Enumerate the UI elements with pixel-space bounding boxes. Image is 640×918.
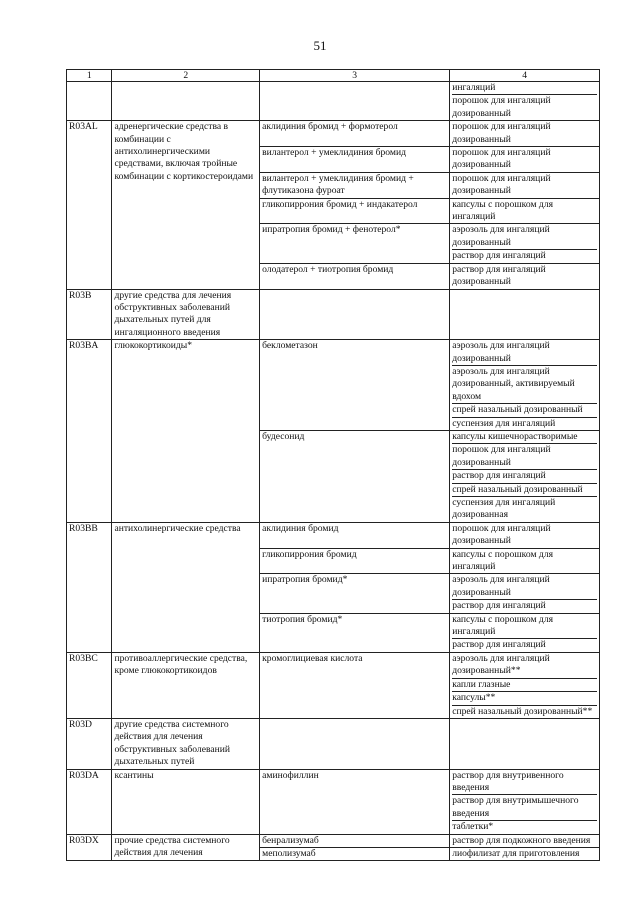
atc-description: прочие средства системного действия для лечения bbox=[112, 834, 260, 861]
table-row bbox=[67, 340, 600, 431]
dosage-forms bbox=[450, 289, 600, 340]
dosage-form: порошок для ингаляций дозированный bbox=[452, 121, 551, 145]
code-cell bbox=[67, 82, 112, 121]
dosage-form: аэрозоль для ингаляций дозированный bbox=[452, 340, 597, 366]
atc-description: противоаллергические средства, кроме глюкокортикоидов bbox=[112, 652, 260, 718]
dosage-forms bbox=[450, 847, 600, 860]
dosage-form: аэрозоль для ингаляций дозированный** bbox=[452, 653, 597, 679]
dosage-forms bbox=[450, 769, 600, 834]
medication-table bbox=[66, 69, 600, 861]
dosage-form: раствор для внутримышечного введения bbox=[452, 795, 597, 821]
dosage-form: спрей назальный дозированный bbox=[452, 404, 597, 417]
dosage-forms bbox=[450, 224, 600, 263]
column-header: 1 bbox=[67, 70, 112, 82]
atc-description: другие средства системного действия для лечения обструктивных заболеваний дыхательных путей bbox=[112, 718, 260, 769]
dosage-form: лиофилизат для приготовления bbox=[452, 847, 580, 859]
dosage-form: спрей назальный дозированный** bbox=[452, 705, 593, 717]
table-row bbox=[67, 769, 600, 834]
dosage-form: таблетки* bbox=[452, 821, 494, 833]
drug-name bbox=[260, 718, 450, 769]
drug-name bbox=[260, 289, 450, 340]
dosage-form: порошок для ингаляций дозированный bbox=[452, 444, 597, 470]
atc-code: R03BA bbox=[67, 340, 112, 523]
dosage-form: раствор для внутривенного введения bbox=[452, 770, 597, 796]
dosage-form: аэрозоль для ингаляций дозированный bbox=[452, 574, 597, 600]
dosage-forms bbox=[450, 340, 600, 431]
page-number: 51 bbox=[313, 38, 327, 53]
atc-code: R03AL bbox=[67, 121, 112, 289]
drug-name: ипратропия бромид + фенотерол* bbox=[260, 224, 450, 263]
table-row bbox=[67, 834, 600, 847]
dosage-form: раствор для ингаляций дозированный bbox=[452, 263, 546, 288]
dosage-forms bbox=[450, 718, 600, 769]
column-header: 2 bbox=[112, 70, 260, 82]
table-row bbox=[67, 82, 600, 121]
dosage-forms bbox=[450, 172, 600, 198]
dosage-form: порошок для ингаляций дозированный bbox=[452, 95, 551, 119]
drug-name: аклидиния бромид + формотерол bbox=[260, 121, 450, 147]
dosage-forms bbox=[450, 263, 600, 289]
table-row bbox=[67, 289, 600, 340]
drug-name: аминофиллин bbox=[260, 769, 450, 834]
atc-code: R03B bbox=[67, 289, 112, 340]
dosage-form: спрей назальный дозированный bbox=[452, 484, 597, 497]
drug-name: вилантерол + умеклидиния бромид bbox=[260, 147, 450, 173]
dosage-form: капсулы кишечнорастворимые bbox=[452, 431, 597, 444]
atc-code: R03BB bbox=[67, 522, 112, 652]
dosage-forms bbox=[450, 652, 600, 718]
drug-name: вилантерол + умеклидиния бромид + флутиказона фуроат bbox=[260, 172, 450, 198]
drug-name: меполизумаб bbox=[260, 847, 450, 860]
dosage-form: порошок для ингаляций дозированный bbox=[452, 147, 551, 171]
drug-name: бенрализумаб bbox=[260, 834, 450, 847]
atc-description: адренергические средства в комбинации с антихолинергическими средствами, включая тройные комбинации с кортикостероидами bbox=[112, 121, 260, 289]
dosage-forms bbox=[450, 548, 600, 574]
drug-name: ипратропия бромид* bbox=[260, 574, 450, 613]
dosage-form: суспензия для ингаляций bbox=[452, 417, 556, 429]
dosage-form: капсулы с порошком для ингаляций bbox=[452, 548, 554, 573]
dosage-form: суспензия для ингаляций дозированная bbox=[452, 497, 556, 521]
dosage-forms bbox=[450, 574, 600, 613]
dosage-form: капли глазные bbox=[452, 679, 597, 692]
atc-code: R03DA bbox=[67, 769, 112, 834]
dosage-form: капсулы с порошком для ингаляций bbox=[452, 614, 597, 640]
table-row bbox=[67, 718, 600, 769]
column-header: 4 bbox=[450, 70, 600, 82]
dosage-forms bbox=[450, 121, 600, 147]
dosage-forms bbox=[450, 613, 600, 652]
table-row bbox=[67, 522, 600, 548]
description-cell bbox=[112, 82, 260, 121]
dosage-form: ингаляций bbox=[452, 82, 597, 95]
header-row bbox=[67, 70, 600, 82]
atc-description: ксантины bbox=[112, 769, 260, 834]
column-header: 3 bbox=[260, 70, 450, 82]
atc-description: другие средства для лечения обструктивных заболеваний дыхательных путей для ингаляционного введения bbox=[112, 289, 260, 340]
drug-name: беклометазон bbox=[260, 340, 450, 431]
dosage-form: аэрозоль для ингаляций дозированный, активируемый вдохом bbox=[452, 366, 597, 404]
dosage-form: капсулы** bbox=[452, 692, 597, 705]
drug-name: гликопиррония бромид + индакатерол bbox=[260, 198, 450, 224]
drug-name: аклидиния бромид bbox=[260, 522, 450, 548]
drug-name: тиотропия бромид* bbox=[260, 613, 450, 652]
dosage-forms bbox=[450, 147, 600, 173]
atc-description: глюкокортикоиды* bbox=[112, 340, 260, 523]
atc-code: R03BC bbox=[67, 652, 112, 718]
drug-name: будесонид bbox=[260, 430, 450, 522]
atc-code: R03D bbox=[67, 718, 112, 769]
atc-description: антихолинергические средства bbox=[112, 522, 260, 652]
drug-name bbox=[260, 82, 450, 121]
drug-name: гликопиррония бромид bbox=[260, 548, 450, 574]
table-row bbox=[67, 121, 600, 147]
dosage-form: аэрозоль для ингаляций дозированный bbox=[452, 224, 597, 250]
dosage-forms bbox=[450, 82, 600, 121]
dosage-form: раствор для ингаляций bbox=[452, 470, 597, 483]
dosage-form: раствор для подкожного введения bbox=[452, 834, 591, 846]
dosage-form: порошок для ингаляций дозированный bbox=[452, 172, 551, 197]
dosage-form: раствор для ингаляций bbox=[452, 250, 546, 262]
table-row bbox=[67, 652, 600, 718]
dosage-forms bbox=[450, 430, 600, 522]
dosage-form: раствор для ингаляций bbox=[452, 639, 546, 651]
dosage-forms bbox=[450, 522, 600, 548]
dosage-forms bbox=[450, 198, 600, 224]
atc-code: R03DX bbox=[67, 834, 112, 861]
drug-name: олодатерол + тиотропия бромид bbox=[260, 263, 450, 289]
dosage-form: порошок для ингаляций дозированный bbox=[452, 522, 551, 547]
dosage-form: капсулы с порошком для ингаляций bbox=[452, 198, 554, 223]
dosage-forms bbox=[450, 834, 600, 847]
drug-name: кромоглициевая кислота bbox=[260, 652, 450, 718]
dosage-form: раствор для ингаляций bbox=[452, 600, 546, 612]
